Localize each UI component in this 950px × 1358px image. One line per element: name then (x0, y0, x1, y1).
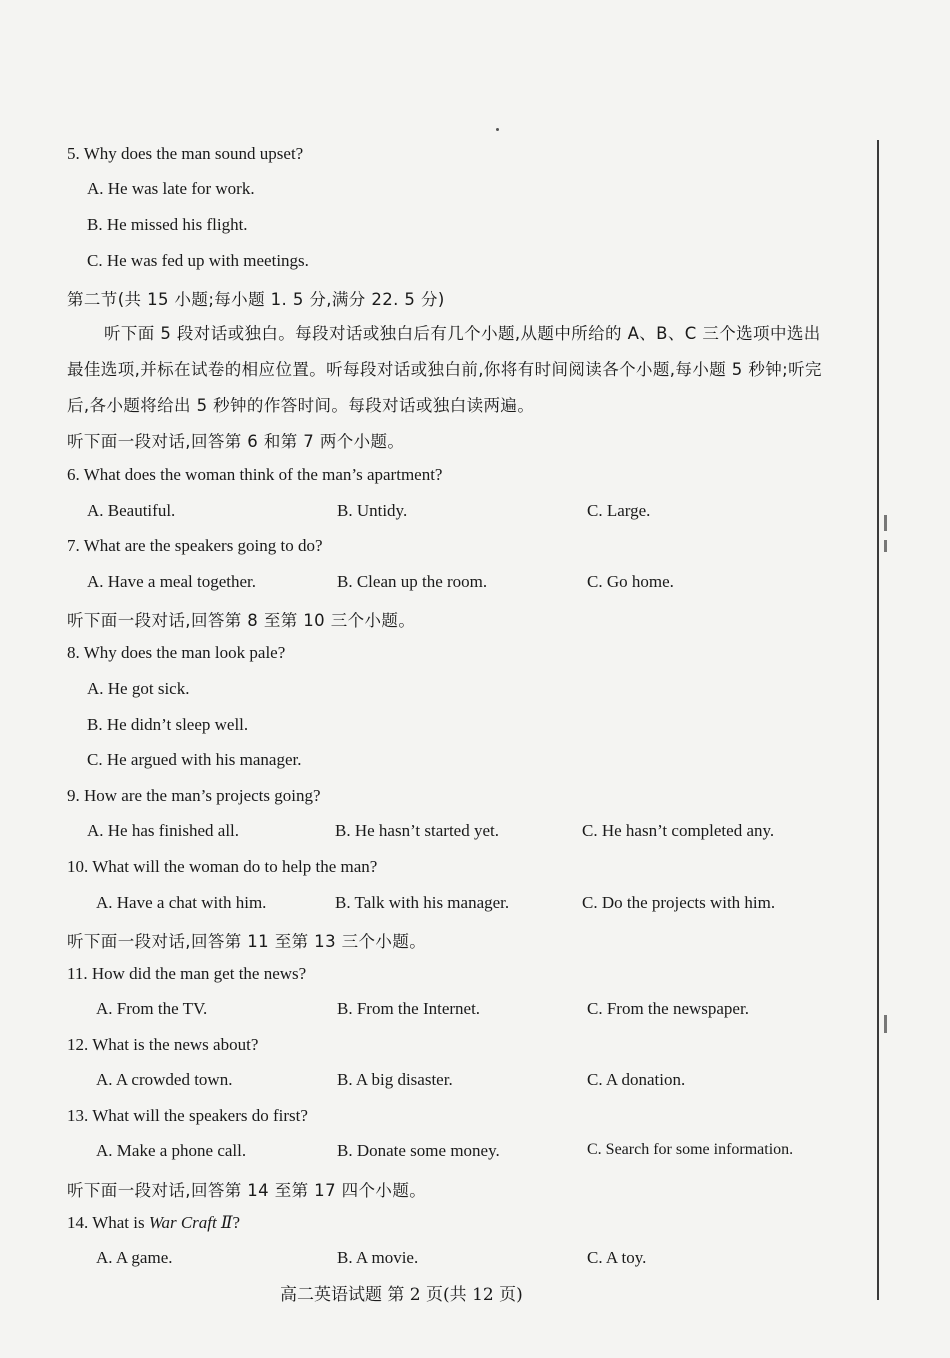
question-9: 9. How are the man’s projects going? (67, 786, 321, 805)
option-14a: A. A game. (96, 1248, 173, 1267)
ink-dot (496, 128, 499, 131)
option-11b: B. From the Internet. (337, 999, 481, 1018)
question-13: 13. What will the speakers do first? (67, 1106, 308, 1125)
page-margin-rule (877, 140, 879, 1300)
section-heading: 第二节(共 15 小题;每小题 1. 5 分,满分 22. 5 分) (67, 290, 445, 309)
question-11: 11. How did the man get the news? (67, 964, 307, 983)
question-14-title: War Craft Ⅱ (148, 1213, 233, 1232)
option-12a: A. A crowded town. (96, 1070, 233, 1089)
option-6a: A. Beautiful. (87, 501, 176, 520)
question-12: 12. What is the news about? (67, 1035, 259, 1054)
option-7c: C. Go home. (587, 572, 674, 591)
dialog-intro-1: 听下面一段对话,回答第 6 和第 7 两个小题。 (67, 432, 405, 451)
option-13b: B. Donate some money. (337, 1141, 500, 1160)
question-10: 10. What will the woman do to help the man? (67, 857, 378, 876)
option-14b: B. A movie. (337, 1248, 419, 1267)
question-7: 7. What are the speakers going to do? (67, 536, 323, 555)
section-instructions: 听下面 5 段对话或独白。每段对话或独白后有几个小题,从题中所给的 A、B、C 三个选项中选出最佳选项,并标在试卷的相应位置。听每段对话或独白前,你将有时间阅读各个小题,每小题 5 秒钟;听完后,各小题将给出 5 秒钟的作答时间。每段对话或独白读两遍。 (67, 324, 822, 415)
option-7b: B. Clean up the room. (337, 572, 488, 591)
dialog-intro-3: 听下面一段对话,回答第 11 至第 13 三个小题。 (67, 932, 427, 951)
margin-mark (884, 540, 887, 552)
option-11a: A. From the TV. (96, 999, 208, 1018)
option-8b: B. He didn’t sleep well. (87, 715, 249, 734)
option-5c: C. He was fed up with meetings. (87, 251, 309, 270)
option-13a: A. Make a phone call. (96, 1141, 247, 1160)
question-6: 6. What does the woman think of the man’s apartment? (67, 465, 443, 484)
option-8a: A. He got sick. (87, 679, 190, 698)
option-12b: B. A big disaster. (337, 1070, 453, 1089)
option-5a: A. He was late for work. (87, 179, 255, 198)
option-6b: B. Untidy. (337, 501, 408, 520)
question-14 (67, 1213, 240, 1233)
question-14-prefix: 14. What is (67, 1213, 149, 1232)
option-14c: C. A toy. (587, 1248, 647, 1267)
option-9b: B. He hasn’t started yet. (335, 821, 499, 840)
option-11c: C. From the newspaper. (587, 999, 749, 1018)
option-5b: B. He missed his flight. (87, 215, 248, 234)
margin-mark (884, 1015, 887, 1033)
question-5: 5. Why does the man sound upset? (67, 144, 304, 163)
question-8: 8. Why does the man look pale? (67, 643, 286, 662)
option-6c: C. Large. (587, 501, 651, 520)
option-7a: A. Have a meal together. (87, 572, 256, 591)
margin-mark (884, 515, 887, 531)
dialog-intro-2: 听下面一段对话,回答第 8 至第 10 三个小题。 (67, 611, 416, 630)
question-14-suffix: ? (232, 1213, 241, 1232)
page-footer: 高二英语试题 第 2 页(共 12 页) (280, 1285, 523, 1305)
option-9c: C. He hasn’t completed any. (582, 821, 775, 840)
option-12c: C. A donation. (587, 1070, 686, 1089)
dialog-intro-4: 听下面一段对话,回答第 14 至第 17 四个小题。 (67, 1181, 427, 1200)
option-9a: A. He has finished all. (87, 821, 240, 840)
option-10a: A. Have a chat with him. (96, 893, 267, 912)
option-8c: C. He argued with his manager. (87, 750, 302, 769)
option-10b: B. Talk with his manager. (335, 893, 510, 912)
option-13c: C. Search for some information. (587, 1141, 794, 1158)
option-10c: C. Do the projects with him. (582, 893, 776, 912)
